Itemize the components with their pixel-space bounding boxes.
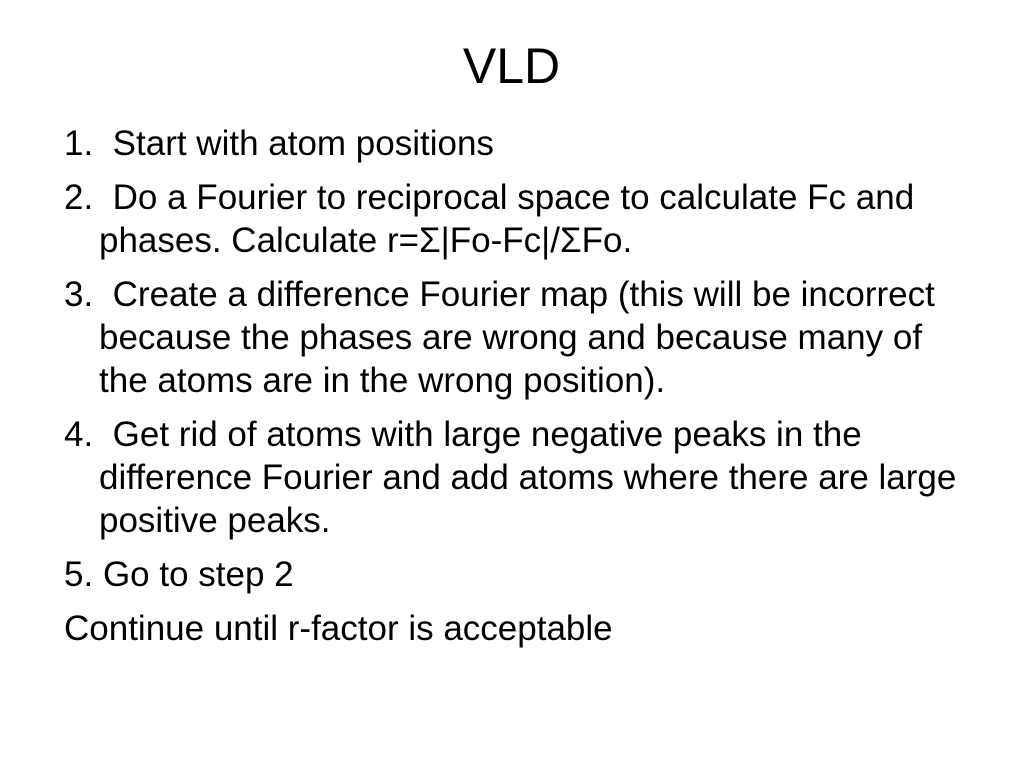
step-text: Create a difference Fourier map (this will be incorrect because the phases are wrong and because many of the atoms are in the wrong position). <box>99 275 935 400</box>
step-text: Start with atom positions <box>112 124 494 163</box>
step-text: Get rid of atoms with large negative peaks in the difference Fourier and add atoms where there are large positive peaks. <box>99 415 957 540</box>
step-item-1 <box>64 122 964 165</box>
step-number: 5. <box>64 555 94 594</box>
step-text: Do a Fourier to reciprocal space to calculate Fc and phases. Calculate r=Σ|Fo-Fc|/ΣFo. <box>99 178 915 260</box>
step-number: 1. <box>64 124 94 163</box>
step-number: 2. <box>64 178 94 217</box>
step-item-3 <box>64 273 964 402</box>
step-number: 4. <box>64 415 94 454</box>
step-item-5 <box>64 553 964 596</box>
closing-line: Continue until r-factor is acceptable <box>64 609 613 648</box>
step-list <box>64 122 964 661</box>
step-item-2 <box>64 176 964 262</box>
step-number: 3. <box>64 275 94 314</box>
step-item-4 <box>64 413 964 542</box>
slide-title: VLD <box>462 38 561 94</box>
step-text: Go to step 2 <box>102 555 294 594</box>
